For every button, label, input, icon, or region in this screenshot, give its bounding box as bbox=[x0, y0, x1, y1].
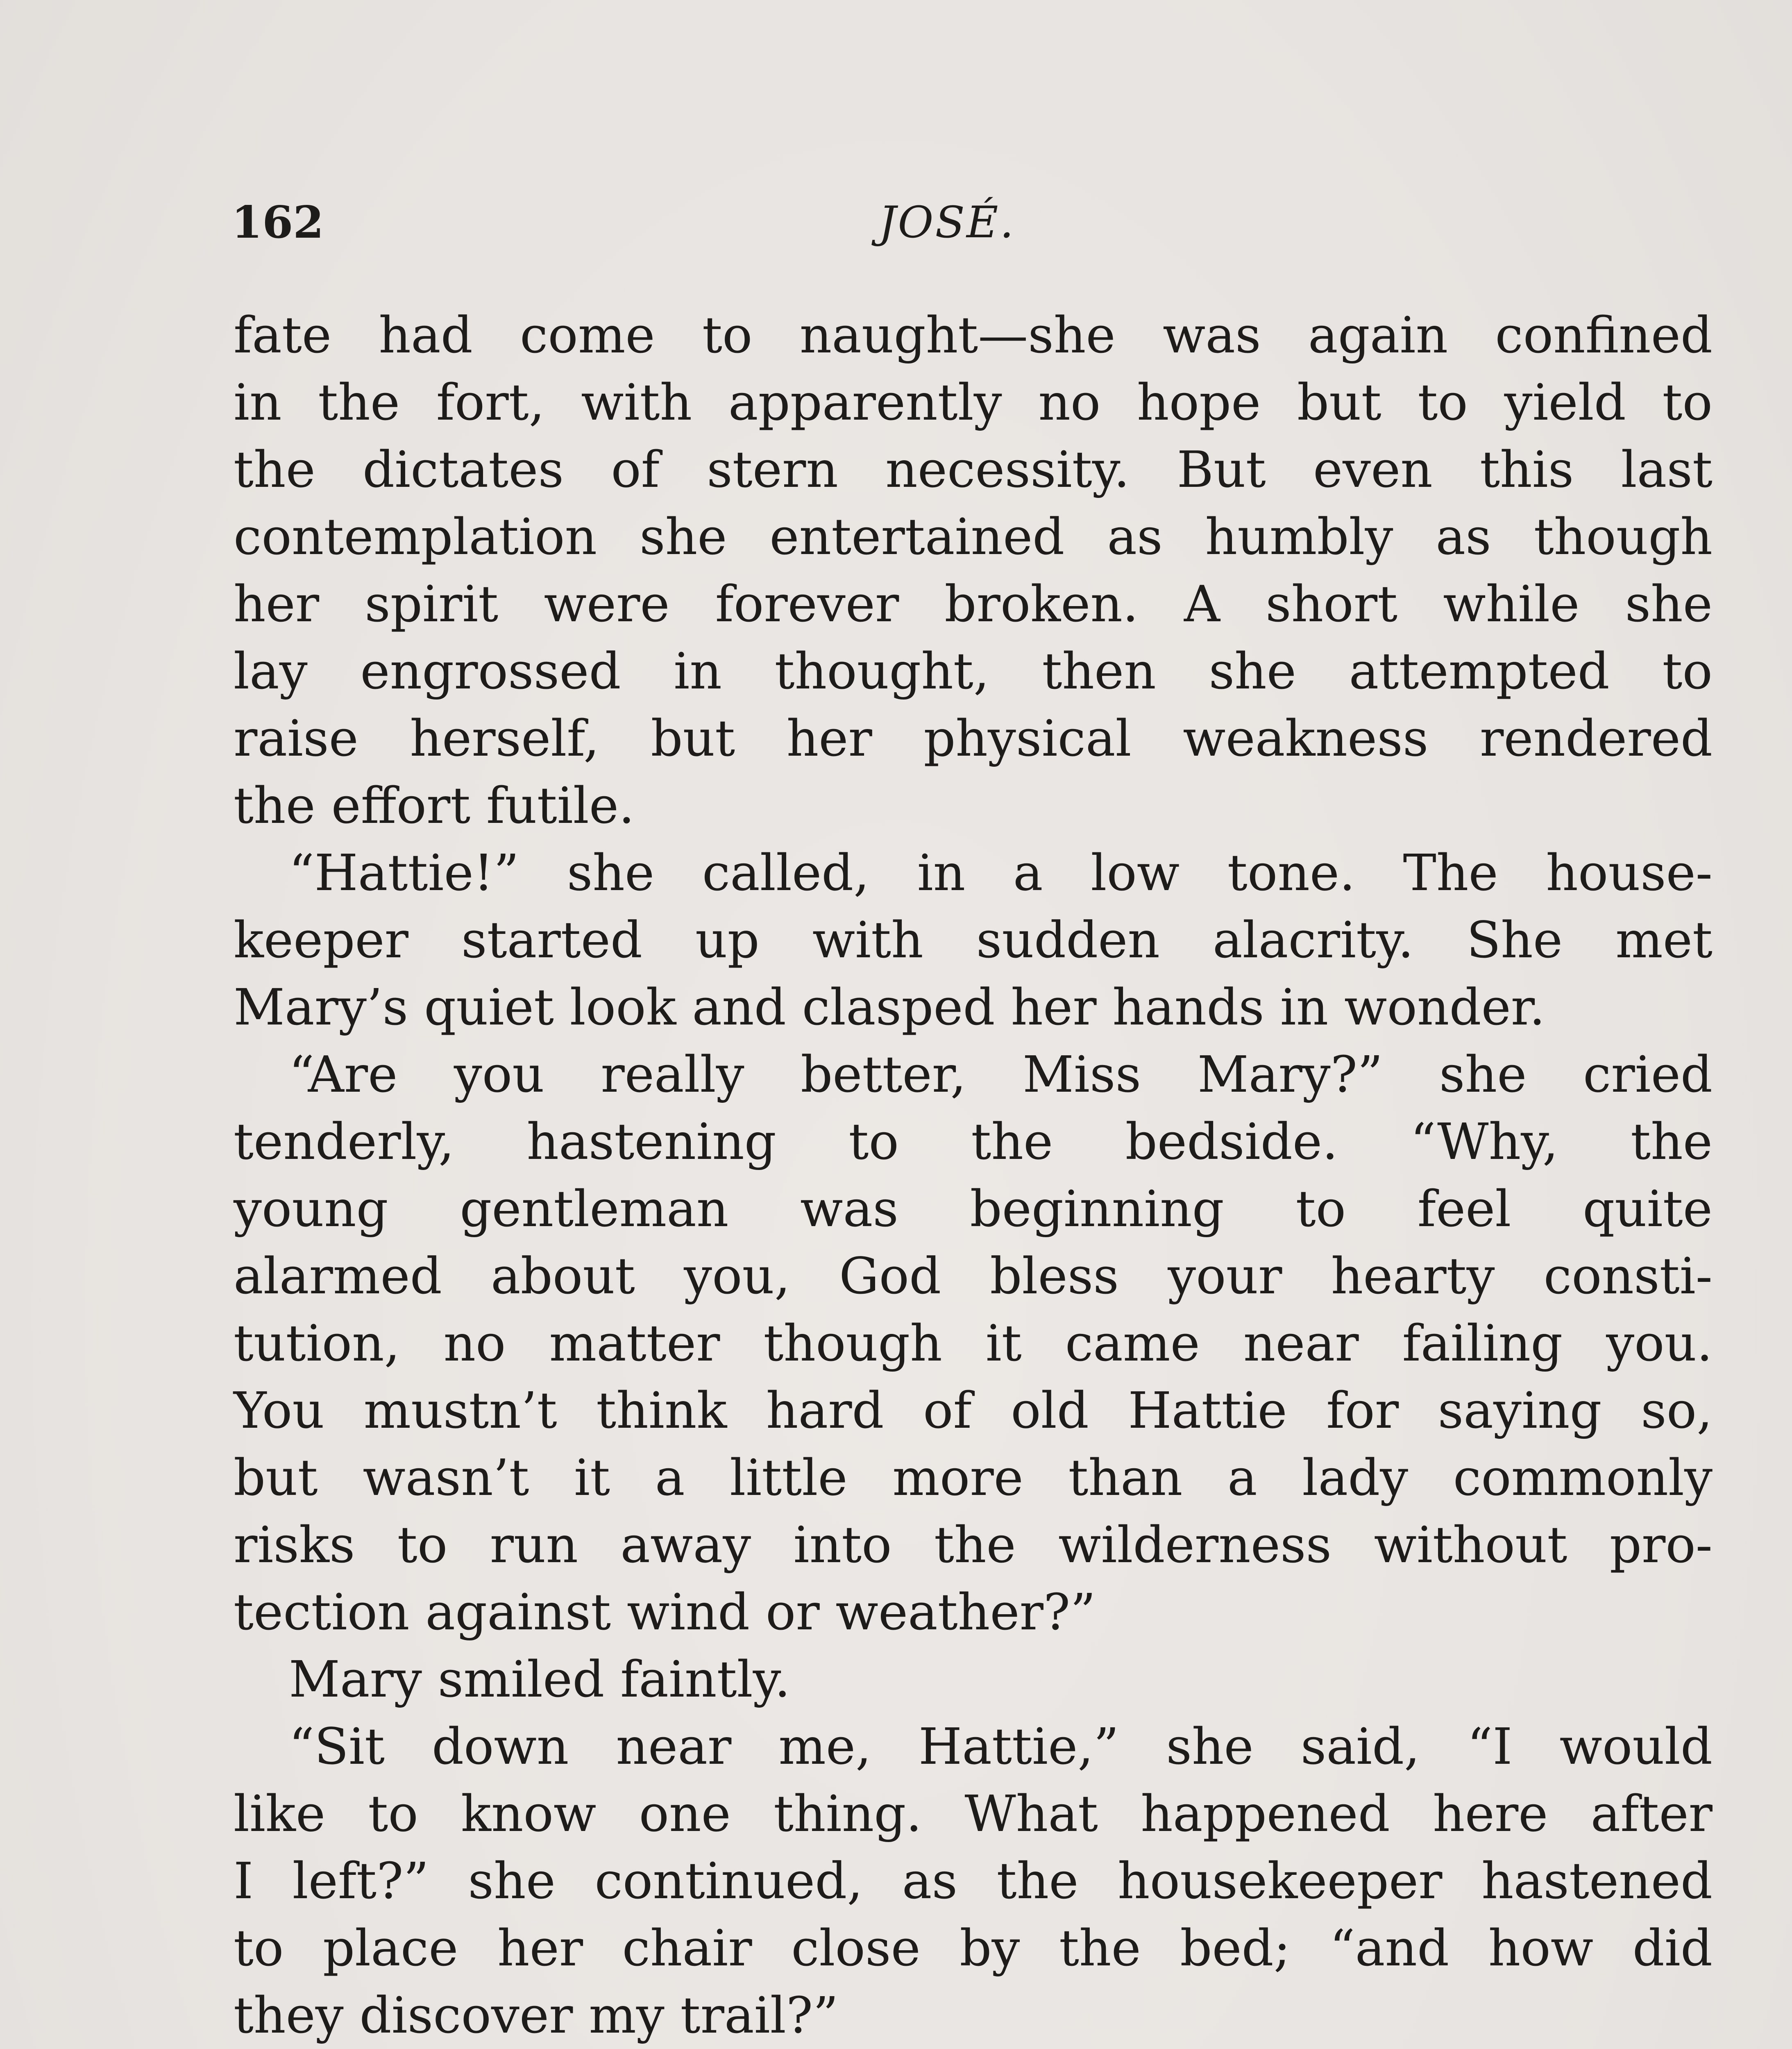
text-line: Mary’s quiet look and clasped her hands in wonder. bbox=[234, 978, 1545, 1036]
text-line: like to know one thing. What happened here after bbox=[234, 1785, 1713, 1843]
running-head bbox=[231, 192, 1715, 253]
text-line: risks to run away into the wilderness without pro- bbox=[234, 1516, 1713, 1574]
text-line: raise herself, but her physical weakness rendered bbox=[234, 709, 1713, 768]
text-line: young gentleman was beginning to feel quite bbox=[234, 1180, 1713, 1238]
page-number: 162 bbox=[231, 197, 324, 248]
text-line: alarmed about you, God bless your hearty consti- bbox=[234, 1247, 1713, 1305]
text-line: “Are you really better, Miss Mary?” she cried bbox=[289, 1045, 1713, 1104]
text-line: in the fort, with apparently no hope but to yield to bbox=[234, 373, 1713, 432]
text-line: to place her chair close by the bed; “and how did bbox=[234, 1919, 1713, 1977]
text-line: her spirit were forever broken. A short while she bbox=[234, 575, 1713, 633]
text-line: the effort futile. bbox=[234, 777, 635, 835]
text-line: I left?” she continued, as the housekeeper hastened bbox=[234, 1852, 1713, 1910]
text-line: tenderly, hastening to the bedside. “Why, the bbox=[234, 1113, 1713, 1171]
text-line: “Hattie!” she called, in a low tone. The house- bbox=[289, 844, 1713, 902]
running-title: JOSÉ. bbox=[879, 197, 1016, 248]
body-text bbox=[234, 302, 1713, 2049]
text-line: contemplation she entertained as humbly as though bbox=[234, 508, 1713, 566]
paragraph bbox=[234, 1646, 1713, 1713]
text-line: they discover my trail?” bbox=[234, 1986, 839, 2044]
text-line: You mustn’t think hard of old Hattie for saying so, bbox=[234, 1381, 1713, 1440]
paragraph bbox=[234, 302, 1713, 839]
text-line: “Sit down near me, Hattie,” she said, “I would bbox=[289, 1717, 1713, 1776]
paragraph bbox=[234, 839, 1713, 1041]
text-line: tution, no matter though it came near failing you. bbox=[234, 1314, 1713, 1372]
text-line: tection against wind or weather?” bbox=[234, 1583, 1096, 1641]
text-line: lay engrossed in thought, then she attempted to bbox=[234, 642, 1713, 700]
paragraph bbox=[234, 1041, 1713, 1646]
text-line: but wasn’t it a little more than a lady commonly bbox=[234, 1449, 1713, 1507]
text-line: fate had come to naught—she was again confined bbox=[234, 306, 1713, 364]
text-line: keeper started up with sudden alacrity. She met bbox=[234, 911, 1713, 969]
text-line: the dictates of stern necessity. But even this last bbox=[234, 441, 1713, 499]
paragraph bbox=[234, 1713, 1713, 2049]
text-line: Mary smiled faintly. bbox=[289, 1650, 791, 1708]
